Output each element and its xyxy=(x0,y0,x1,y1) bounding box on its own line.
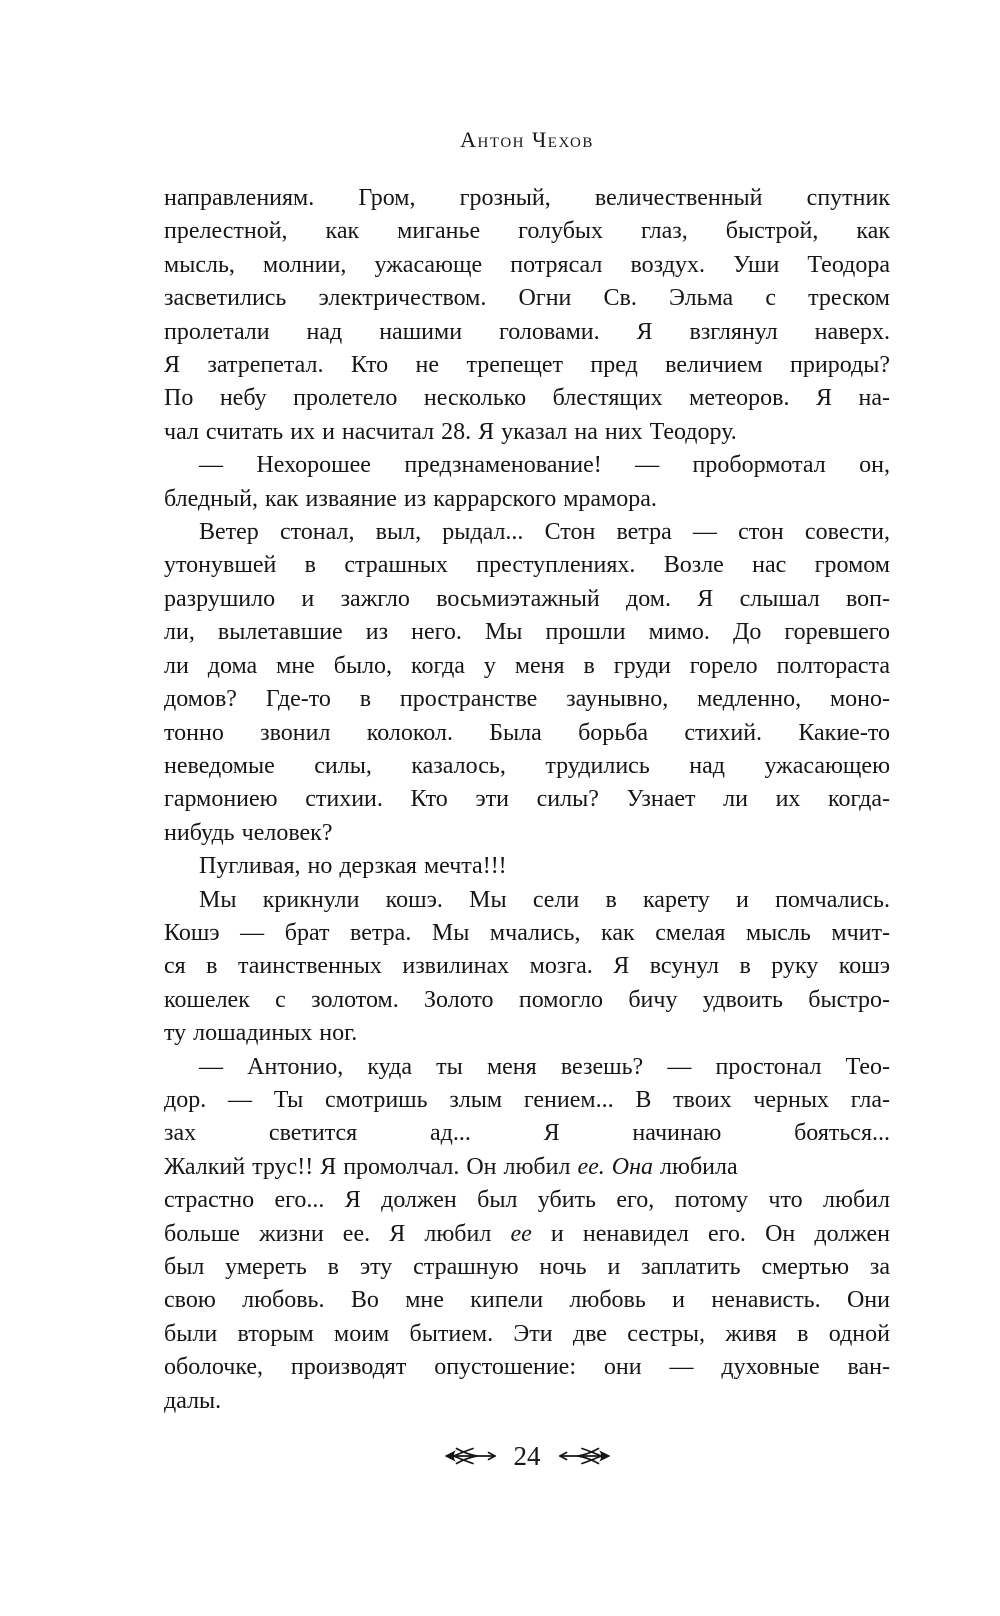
page-footer xyxy=(164,1441,890,1471)
fleuron-arrow-right-icon xyxy=(554,1447,611,1465)
page-body xyxy=(164,182,890,1418)
text-line: чал считать их и насчитал 28. Я указал на них Теодору. xyxy=(164,418,737,445)
text-line: дор. — Ты смотришь злым гением... В твоих черных гла- xyxy=(164,1086,890,1113)
text-line: оболочке, производят опустошение: они — духовные ван- xyxy=(164,1354,890,1381)
text-line: больше жизни ее. Я любил ее и ненавидел его. Он должен xyxy=(164,1220,891,1247)
text-line: гармониею стихии. Кто эти силы? Узнает ли их когда- xyxy=(164,786,890,813)
paragraph xyxy=(164,850,890,883)
text-line: бледный, как изваяние из каррарского мрамора. xyxy=(164,485,657,512)
text-line: По небу пролетело несколько блестящих метеоров. Я на- xyxy=(164,385,890,412)
text-line: ли, вылетавшие из него. Мы прошли мимо. До горевшего xyxy=(164,619,890,646)
text-line: Мы крикнули кошэ. Мы сели в карету и помчались. xyxy=(199,886,890,913)
text-line: тонно звонил колокол. Была борьба стихий. Какие-то xyxy=(164,719,890,746)
text-line: пролетали над нашими головами. Я взглянул наверх. xyxy=(164,318,890,345)
text-line: утонувшей в страшных преступлениях. Возле нас громом xyxy=(164,552,890,579)
text-line: был умереть в эту страшную ночь и заплатить смертью за xyxy=(164,1254,890,1280)
text-line: Кошэ — брат ветра. Мы мчались, как смелая мысль мчит- xyxy=(164,919,890,946)
text-line: ся в таинственных извилинах мозга. Я всунул в руку кошэ xyxy=(164,953,890,980)
text-line: домов? Где-то в пространстве заунывно, медленно, моно- xyxy=(164,686,890,713)
text-line: нибудь человек? xyxy=(164,819,333,846)
text-line: Ветер стонал, выл, рыдал... Стон ветра — стон совести, xyxy=(199,519,890,546)
text-line: мысль, молнии, ужасающе потрясал воздух. Уши Теодора xyxy=(164,251,890,278)
text-line: Пугливая, но дерзкая мечта!!! xyxy=(199,853,507,880)
paragraph xyxy=(164,449,890,516)
text-line: кошелек с золотом. Золото помогло бичу удвоить быстро- xyxy=(164,986,890,1013)
paragraph xyxy=(164,516,890,850)
page-number: 24 xyxy=(513,1441,541,1471)
text-line: направлениям. Гром, грозный, величественный спутник xyxy=(164,185,890,211)
text-line: Я затрепетал. Кто не трепещет пред величием природы? xyxy=(164,352,890,379)
text-line: были вторым моим бытием. Эти две сестры, живя в одной xyxy=(164,1320,890,1347)
text-line: Жалкий трус!! Я промолчал. Он любил ее. Она любила xyxy=(164,1153,738,1180)
text-line: зах светится ад... Я начинаю бояться... xyxy=(164,1120,890,1147)
text-line: разрушило и зажгло восьмиэтажный дом. Я слышал воп- xyxy=(164,585,890,612)
text-line: страстно его... Я должен был убить его, потому что любил xyxy=(164,1187,890,1214)
text-line: далы. xyxy=(164,1387,222,1414)
running-head: Антон Чехов xyxy=(460,127,594,152)
paragraph xyxy=(164,182,890,449)
paragraph xyxy=(164,1051,890,1185)
paragraph xyxy=(164,884,890,1051)
fleuron-arrow-left-icon xyxy=(444,1447,501,1465)
text-line: засветились электричеством. Огни Св. Эльма с треском xyxy=(164,285,890,312)
paragraph xyxy=(164,1184,890,1418)
text-line: — Антонио, куда ты меня везешь? — простонал Тео- xyxy=(199,1053,890,1080)
text-line: неведомые силы, казалось, трудились над ужасающею xyxy=(164,752,890,779)
text-line: — Нехорошее предзнаменование! — пробормотал он, xyxy=(199,452,890,479)
text-line: ту лошадиных ног. xyxy=(164,1020,358,1047)
text-line: ли дома мне было, когда у меня в груди горело полтораста xyxy=(164,652,890,679)
text-line: свою любовь. Во мне кипели любовь и ненависть. Они xyxy=(164,1287,890,1314)
text-line: прелестной, как миганье голубых глаз, быстрой, как xyxy=(164,218,890,245)
